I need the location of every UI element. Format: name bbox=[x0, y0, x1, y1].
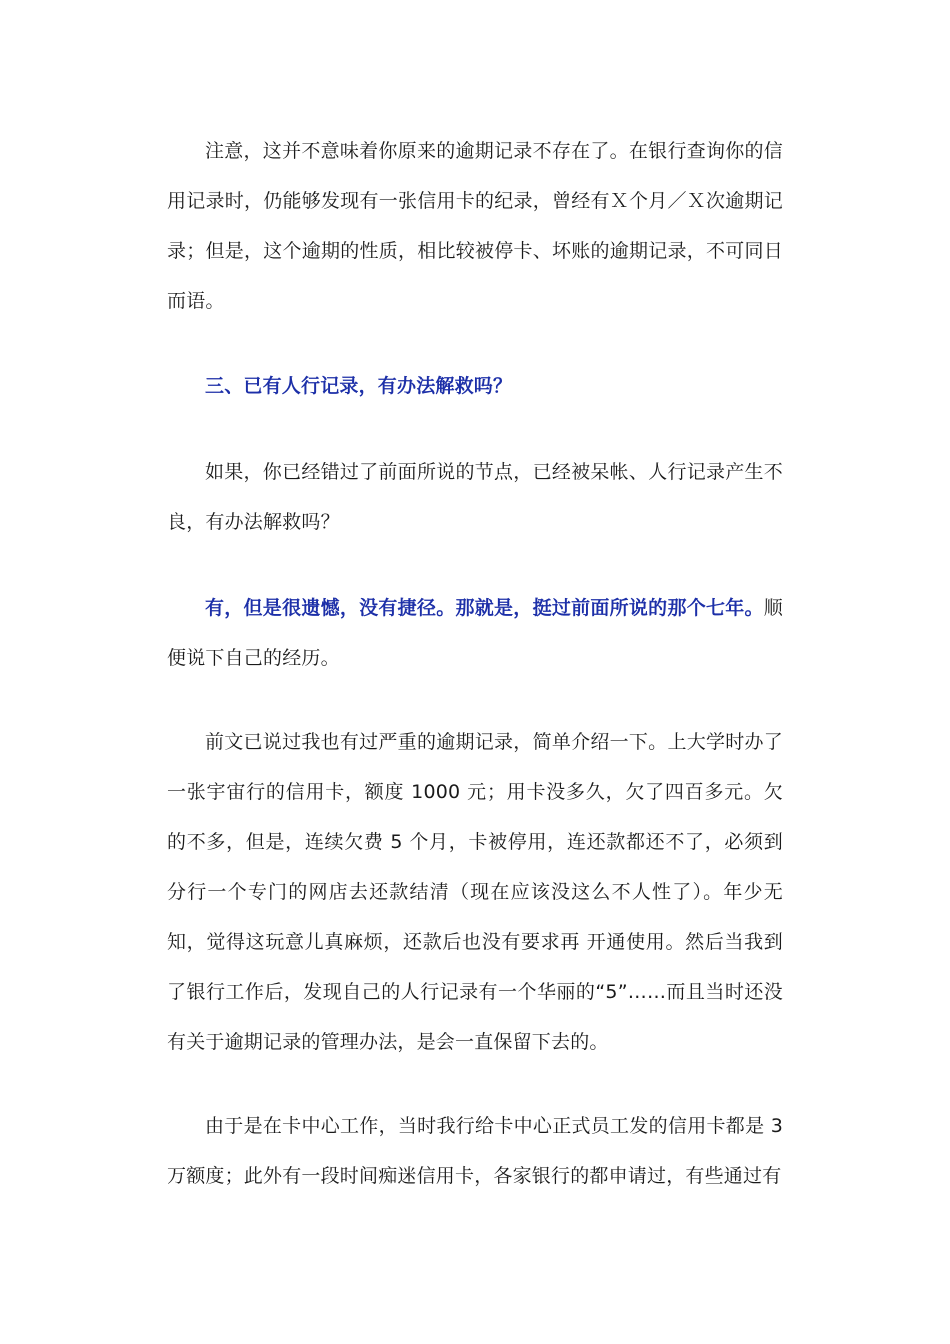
paragraph-personal-experience: 前文已说过我也有过严重的逾期记录，简单介绍一下。上大学时办了一张宇宙行的信用卡，额度 1000 元；用卡没多久，欠了四百多元。欠的不多，但是，连续欠费 5 个月，卡被停用，连还款都还不了，必须到分行一个专门的网店去还款结清（现在应该没这么不人性了）。年少无知，觉得这玩意儿真麻烦，还款后也没有要求再 开通使用。然后当我到了银行工作后，发现自己的人行记录有一个华丽的“5”……而且当时还没有关于逾期记录的管理办法，是会一直保留下去的。 bbox=[167, 731, 783, 1053]
paragraph-overdue-note: 注意，这并不意味着你原来的逾期记录不存在了。在银行查询你的信用记录时，仍能够发现有一张信用卡的纪录，曾经有Ｘ个月／Ｘ次逾期记录；但是，这个逾期的性质，相比较被停卡、坏账的逾期记录，不可同日而语。 bbox=[167, 140, 783, 312]
paragraph-card-center: 由于是在卡中心工作，当时我行给卡中心正式员工发的信用卡都是 3 万额度；此外有一段时间痴迷信用卡，各家银行的都申请过，有些通过有 bbox=[167, 1115, 783, 1187]
answer-rest: 顺便说下自己的经历。 bbox=[167, 597, 783, 669]
section-heading-3: 三、已有人行记录，有办法解救吗？ bbox=[205, 375, 513, 397]
paragraph-missed-node: 如果，你已经错过了前面所说的节点，已经被呆帐、人行记录产生不良，有办法解救吗？ bbox=[167, 461, 783, 533]
answer-emphasis: 有，但是很遗憾，没有捷径。那就是，挺过前面所说的那个七年。 bbox=[205, 597, 764, 619]
paragraph-answer bbox=[167, 583, 783, 683]
